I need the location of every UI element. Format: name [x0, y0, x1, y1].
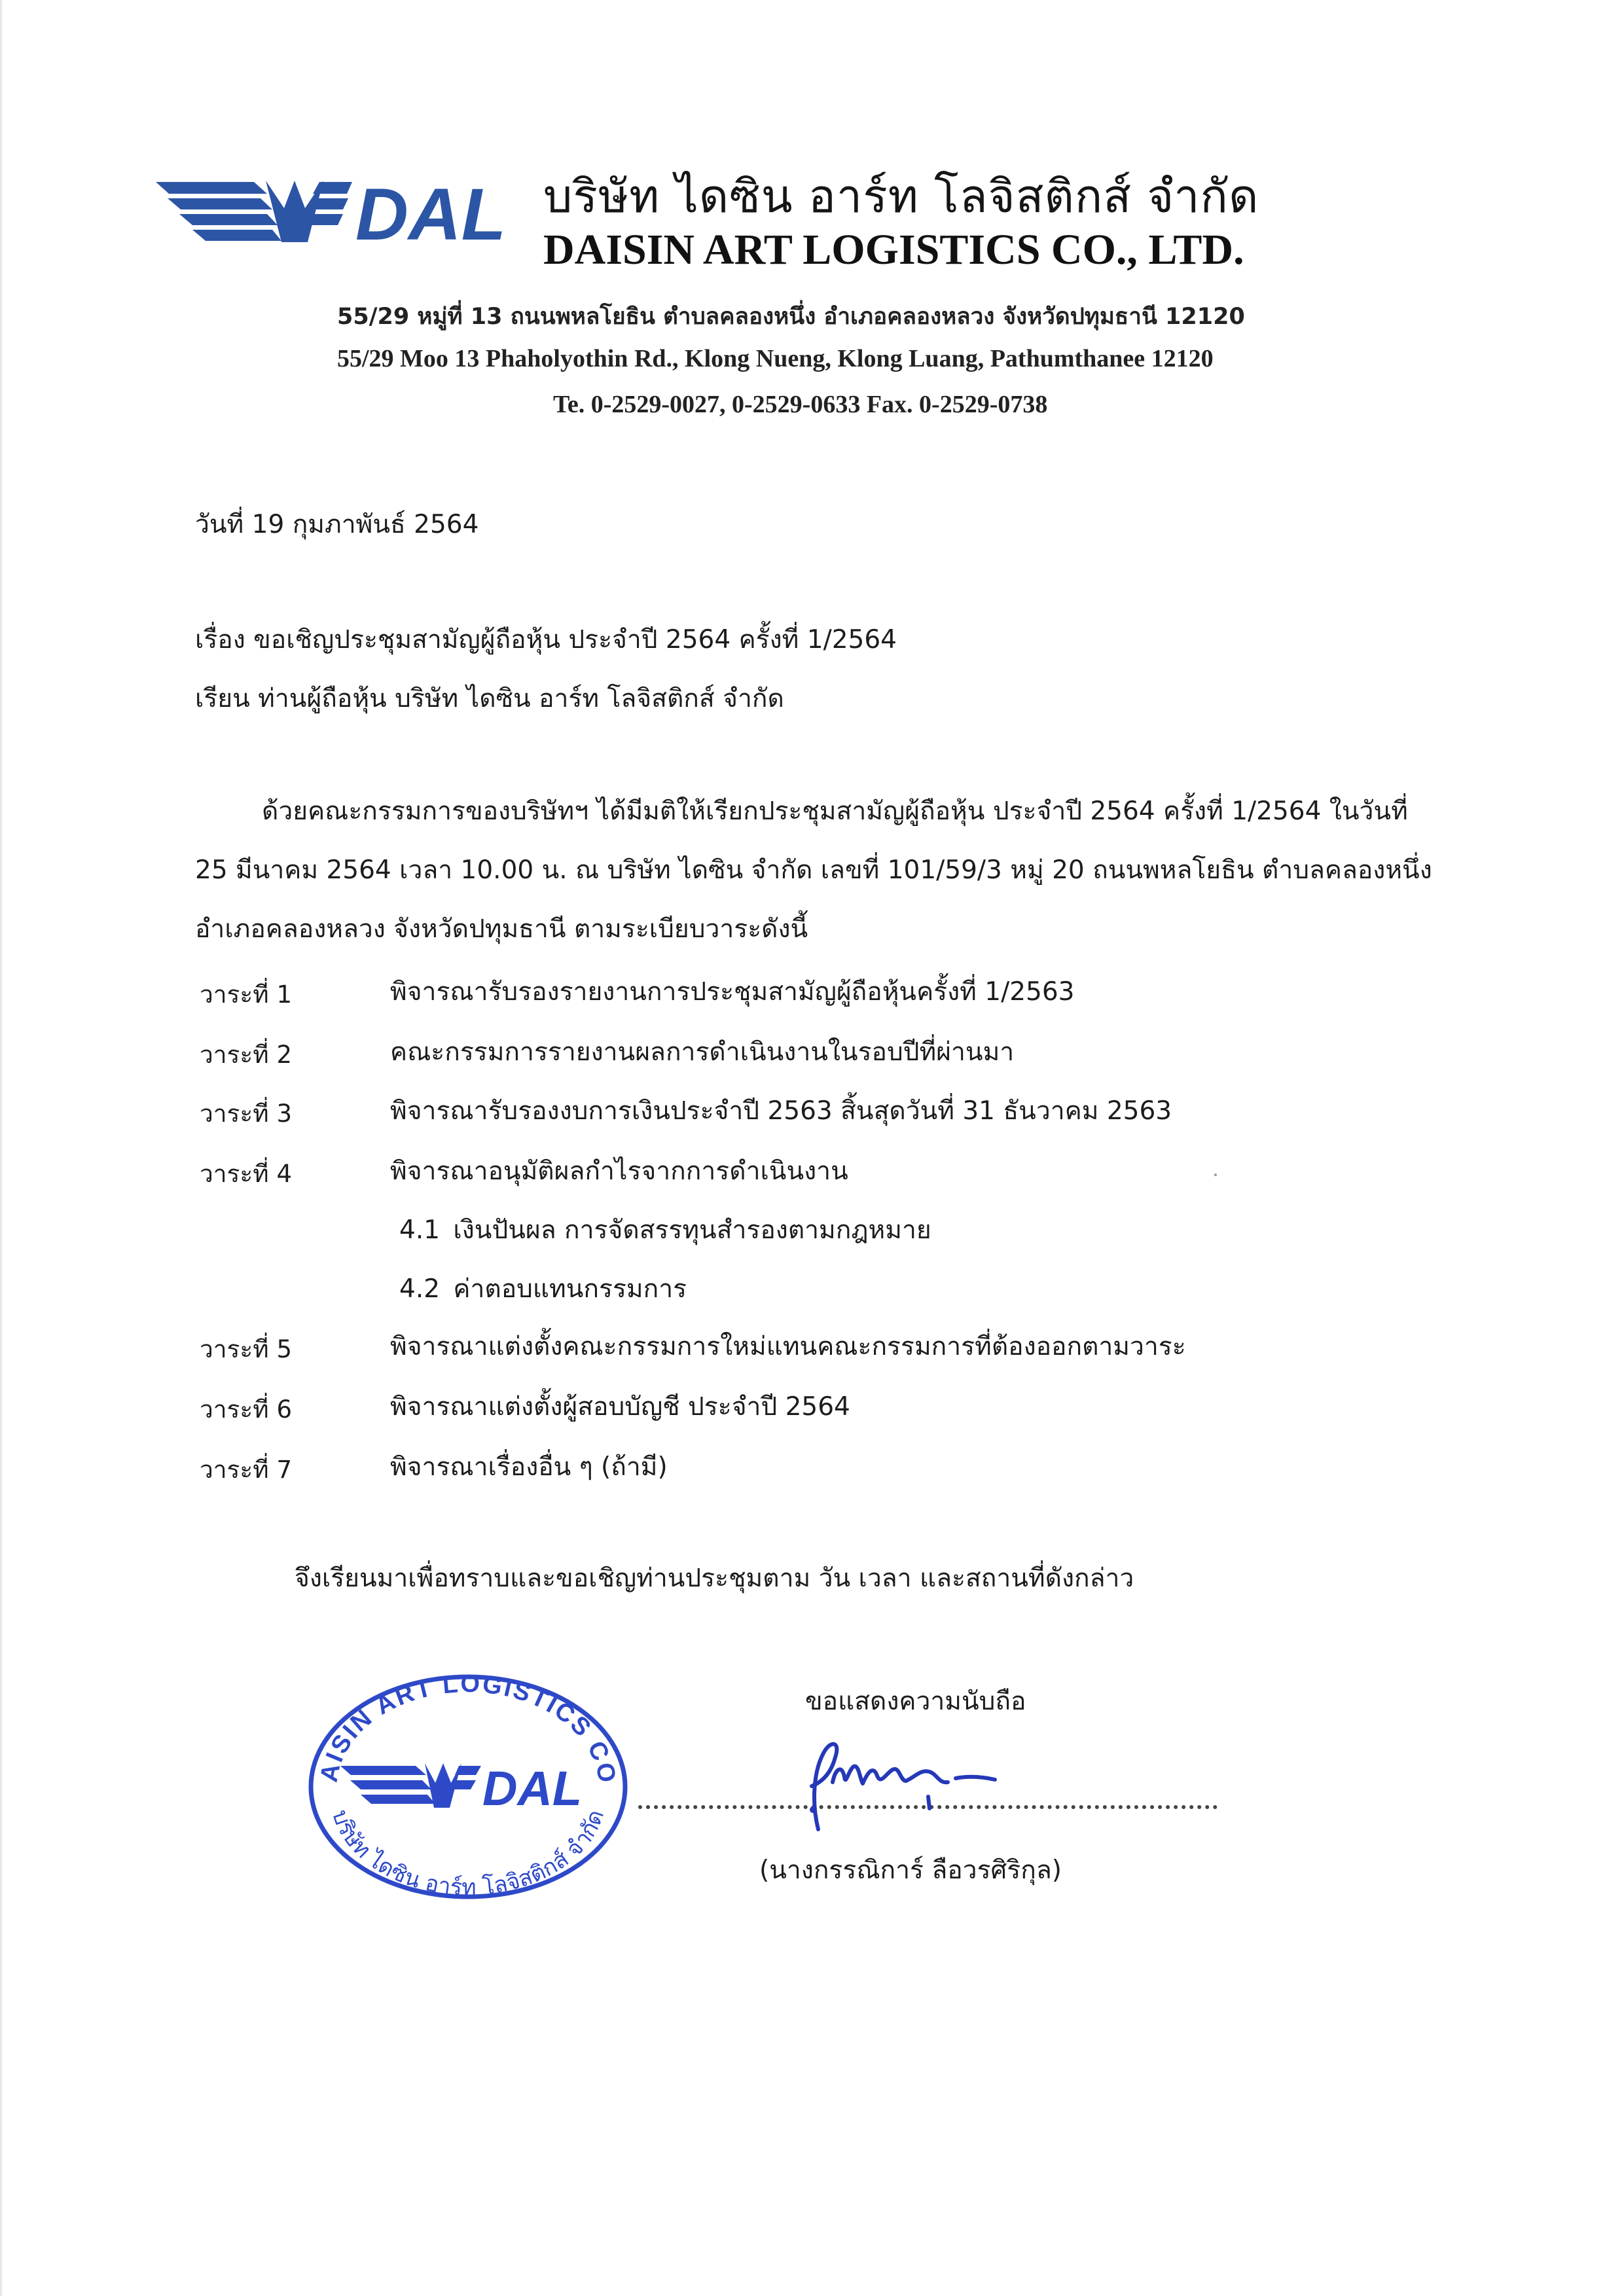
handwritten-signature	[772, 1731, 1047, 1842]
agenda-7-text: พิจารณาเรื่องอื่น ๆ (ถ้ามี)	[390, 1452, 668, 1482]
company-name-thai: บริษัท ไดซิน อาร์ท โลจิสติกส์ จำกัด	[543, 170, 1259, 223]
letter-date: วันที่ 19 กุมภาพันธ์ 2564	[195, 510, 479, 539]
agenda-6-label: วาระที่ 6	[200, 1395, 292, 1424]
contact-numbers: Te. 0-2529-0027, 0-2529-0633 Fax. 0-2529-0738	[553, 391, 1048, 418]
stamp-center-text: DAL	[482, 1761, 583, 1816]
stamp-bottom-text: บริษัท ไดซิน อาร์ท โลจิสติกส์ จำกัด	[326, 1806, 610, 1901]
signer-name: (นางกรรณิการ์ ลือวรศิริกุล)	[759, 1856, 1062, 1885]
sub-item-number: 4.1	[399, 1215, 441, 1245]
agenda-4-sub-item	[399, 1268, 687, 1309]
agenda-2-label: วาระที่ 2	[200, 1041, 292, 1069]
agenda-5-label: วาระที่ 5	[200, 1335, 292, 1363]
body-paragraph-line: 25 มีนาคม 2564 เวลา 10.00 น. ณ บริษัท ไดซิน จำกัด เลขที่ 101/59/3 หมู่ 20 ถนนพหลโยธิน ตำบลคลองหนึ่ง	[195, 855, 1432, 885]
agenda-1-label: วาระที่ 1	[200, 980, 292, 1009]
agenda-4-label: วาระที่ 4	[200, 1160, 292, 1188]
sub-item-text: ค่าตอบแทนกรรมการ	[453, 1274, 687, 1304]
scan-speck	[1214, 1174, 1217, 1176]
agenda-6-text: พิจารณาแต่งตั้งผู้สอบบัญชี ประจำปี 2564	[390, 1392, 850, 1422]
sub-item-text: เงินปันผล การจัดสรรทุนสำรองตามกฎหมาย	[453, 1215, 931, 1245]
agenda-1-text: พิจารณารับรองรายงานการประชุมสามัญผู้ถือหุ้นครั้งที่ 1/2563	[390, 977, 1075, 1007]
stamp-top-text: AISIN ART LOGISTICS CO	[315, 1670, 621, 1787]
agenda-2-text: คณะกรรมการรายงานผลการดำเนินงานในรอบปีที่ผ่านมา	[390, 1037, 1015, 1067]
address-thai: 55/29 หมู่ที่ 13 ถนนพหลโยธิน ตำบลคลองหนึ่ง อำเภอคลองหลวง จังหวัดปทุมธานี 12120	[337, 304, 1245, 330]
letter-recipient: เรียน ท่านผู้ถือหุ้น บริษัท ไดซิน อาร์ท โลจิสติกส์ จำกัด	[195, 684, 784, 713]
company-stamp	[291, 1656, 645, 1905]
agenda-5-text: พิจารณาแต่งตั้งคณะกรรมการใหม่แทนคณะกรรมการที่ต้องออกตามวาระ	[390, 1332, 1186, 1361]
regards-text: ขอแสดงความนับถือ	[805, 1687, 1026, 1716]
logo-text: DAL	[355, 173, 507, 255]
body-paragraph-line: ด้วยคณะกรรมการของบริษัทฯ ได้มีมติให้เรียกประชุมสามัญผู้ถือหุ้น ประจำปี 2564 ครั้งที่ 1/2564 ในวันที่	[262, 797, 1408, 826]
company-logo	[156, 169, 509, 267]
svg-text:บริษัท ไดซิน อาร์ท โลจิสติกส์	[327, 1806, 609, 1901]
sub-item-number: 4.2	[399, 1274, 441, 1304]
body-paragraph-line: อำเภอคลองหลวง จังหวัดปทุมธานี ตามระเบียบวาระดังนี้	[195, 914, 808, 944]
letter-subject: เรื่อง ขอเชิญประชุมสามัญผู้ถือหุ้น ประจำปี 2564 ครั้งที่ 1/2564	[195, 625, 897, 655]
agenda-7-label: วาระที่ 7	[200, 1456, 292, 1484]
agenda-4-text: พิจารณาอนุมัติผลกำไรจากการดำเนินงาน	[390, 1157, 848, 1186]
address-english: 55/29 Moo 13 Phaholyothin Rd., Klong Nueng, Klong Luang, Pathumthanee 12120	[337, 345, 1214, 372]
closing-sentence: จึงเรียนมาเพื่อทราบและขอเชิญท่านประชุมตาม วัน เวลา และสถานที่ดังกล่าว	[295, 1564, 1134, 1593]
agenda-4-sub-item	[399, 1210, 931, 1250]
company-name-english: DAISIN ART LOGISTICS CO., LTD.	[543, 226, 1244, 274]
agenda-3-text: พิจารณารับรองงบการเงินประจำปี 2563 สิ้นสุดวันที่ 31 ธันวาคม 2563	[390, 1096, 1172, 1126]
eagle-logo-icon	[156, 169, 509, 267]
page-edge	[0, 0, 2, 2296]
agenda-3-label: วาระที่ 3	[200, 1100, 292, 1128]
